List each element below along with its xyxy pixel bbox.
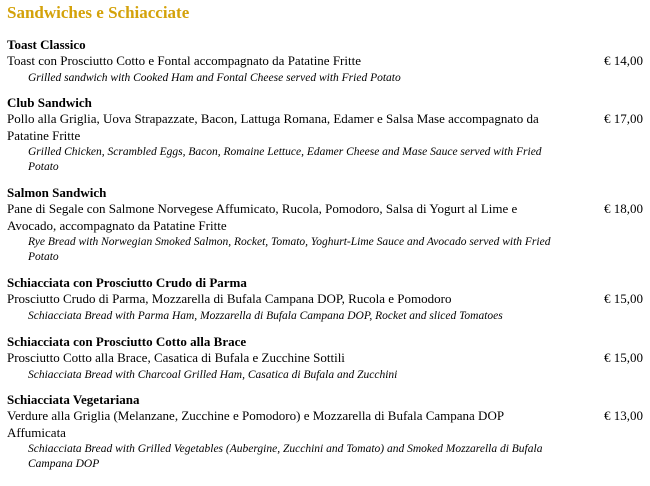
item-description-en: Schiacciata Bread with Charcoal Grilled Ham, Casatica di Bufala and Zucchini [28, 368, 398, 381]
item-description-it: Toast con Prosciutto Cotto e Fontal accompagnato da Patatine Fritte [7, 53, 361, 68]
menu-item-schiacciata-crudo [7, 274, 643, 323]
item-price: € 15,00 [604, 291, 643, 306]
item-description-en: Grilled sandwich with Cooked Ham and Fontal Cheese served with Fried Potato [28, 71, 401, 84]
item-name: Toast Classico [7, 37, 86, 52]
item-price: € 14,00 [604, 53, 643, 68]
item-description-it: Pollo alla Griglia, Uova Strapazzate, Bacon, Lattuga Romana, Edamer e Salsa Mase accompagnato da Patatine Fritte [7, 111, 539, 143]
menu-item-salmon-sandwich [7, 184, 643, 264]
item-name: Salmon Sandwich [7, 185, 107, 200]
item-description-en: Schiacciata Bread with Parma Ham, Mozzarella di Bufala Campana DOP, Rocket and sliced Tomatoes [28, 309, 503, 322]
item-description-en: Grilled Chicken, Scrambled Eggs, Bacon, Romaine Lettuce, Edamer Cheese and Mase Sauce served with Fried Potato [28, 146, 542, 173]
item-name: Club Sandwich [7, 95, 92, 110]
item-price: € 13,00 [604, 408, 643, 423]
item-description-en: Rye Bread with Norwegian Smoked Salmon, Rocket, Tomato, Yoghurt-Lime Sauce and Avocado served with Fried Potato [28, 236, 551, 263]
item-description-it: Prosciutto Crudo di Parma, Mozzarella di Bufala Campana DOP, Rucola e Pomodoro [7, 291, 452, 306]
menu-item-club-sandwich [7, 94, 643, 174]
section-title: Sandwiches e Schiacciate [7, 3, 190, 22]
item-name: Schiacciata con Prosciutto Crudo di Parma [7, 275, 247, 290]
item-description-it: Pane di Segale con Salmone Norvegese Affumicato, Rucola, Pomodoro, Salsa di Yogurt al Lime e Avocado, accompagnato da Patatine Fritte [7, 201, 518, 233]
item-name: Schiacciata con Prosciutto Cotto alla Brace [7, 334, 247, 349]
item-description-en: Schiacciata Bread with Grilled Vegetables (Aubergine, Zucchini and Tomato) and Smoked Mozzarella di Bufala Campana DOP [28, 443, 543, 470]
item-price: € 18,00 [604, 201, 643, 216]
item-price: € 15,00 [604, 350, 643, 365]
menu-item-schiacciata-vegetariana [7, 391, 643, 471]
item-description-it: Prosciutto Cotto alla Brace, Casatica di Bufala e Zucchine Sottili [7, 350, 345, 365]
menu-item-schiacciata-cotto [7, 333, 643, 382]
item-description-it: Verdure alla Griglia (Melanzane, Zucchine e Pomodoro) e Mozzarella di Bufala Campana DOP Affumicata [7, 408, 504, 440]
item-price: € 17,00 [604, 111, 643, 126]
item-name: Schiacciata Vegetariana [7, 392, 140, 407]
menu-item-toast-classico [7, 36, 643, 85]
